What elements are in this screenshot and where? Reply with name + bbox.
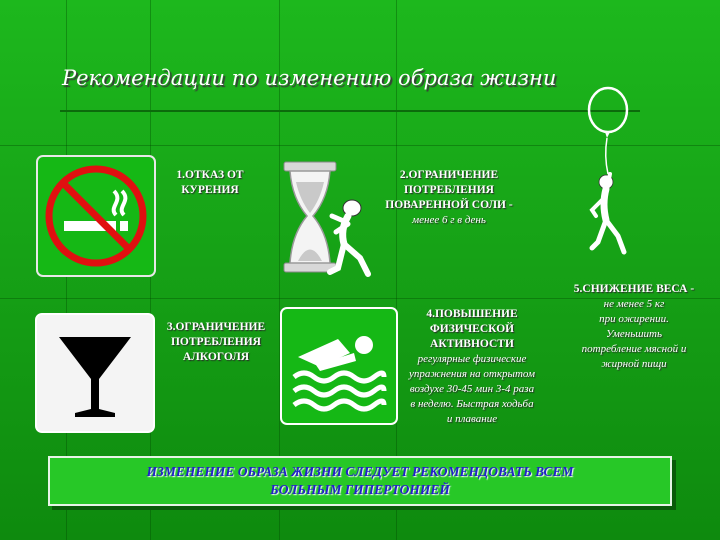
item-5-heading-line: 5.СНИЖЕНИЕ ВЕСА - — [573, 283, 695, 295]
item-5-detail-line: не менее 5 кг — [603, 298, 665, 310]
item-5-detail-line: Уменьшить — [606, 328, 662, 340]
item-5-detail-line: потребление мясной и — [581, 343, 687, 355]
item-4-detail-line: и плавание — [446, 413, 498, 425]
item-4-heading-line: ФИЗИЧЕСКОЙ — [429, 323, 515, 335]
item-2-heading-line: ПОВАРЕННОЙ СОЛИ - — [385, 199, 513, 211]
item-3-heading-line: ПОТРЕБЛЕНИЯ — [170, 336, 261, 348]
item-1-text — [155, 168, 265, 198]
item-4-detail-line: упражнения на открытом — [408, 368, 536, 380]
page-title: Рекомендации по изменению образа жизни — [62, 66, 557, 90]
item-1-heading-line: КУРЕНИЯ — [181, 184, 239, 196]
conclusion-banner — [48, 456, 672, 506]
item-5-text — [556, 282, 712, 372]
item-3-heading-line: 3.ОГРАНИЧЕНИЕ — [166, 321, 266, 333]
item-3-text — [150, 320, 282, 365]
no-smoking-icon — [36, 155, 156, 277]
item-2-heading-line: 2.ОГРАНИЧЕНИЕ — [399, 169, 499, 181]
item-2-text — [366, 168, 532, 228]
item-1-heading-line: 1.ОТКАЗ ОТ — [176, 169, 244, 181]
item-2-detail-line: менее 6 г в день — [412, 214, 486, 226]
swimmer-icon — [280, 307, 398, 425]
item-4-detail-line: воздухе 30-45 мин 3-4 раза — [409, 383, 535, 395]
item-3-heading-line: АЛКОГОЛЯ — [182, 351, 250, 363]
item-5-detail-line: при ожирении. — [599, 313, 669, 325]
item-4-detail-line: регулярные физические — [417, 353, 527, 365]
banner-line: БОЛЬНЫМ ГИПЕРТОНИЕЙ — [270, 482, 450, 497]
item-4-detail-line: в неделю. Быстрая ходьба — [410, 398, 534, 410]
balloon-figure-icon — [570, 86, 640, 276]
item-2-heading-line: ПОТРЕБЛЕНИЯ — [403, 184, 494, 196]
item-4-heading-line: 4.ПОВЫШЕНИЕ — [426, 308, 518, 320]
item-4-text — [396, 307, 548, 427]
title-underline — [60, 110, 640, 112]
banner-line: ИЗМЕНЕНИЕ ОБРАЗА ЖИЗНИ СЛЕДУЕТ РЕКОМЕНДОВАТЬ ВСЕМ — [146, 464, 574, 479]
cocktail-glass-icon — [35, 313, 155, 433]
item-5-detail-line: жирной пищи — [601, 358, 667, 370]
item-4-heading-line: АКТИВНОСТИ — [430, 338, 514, 350]
